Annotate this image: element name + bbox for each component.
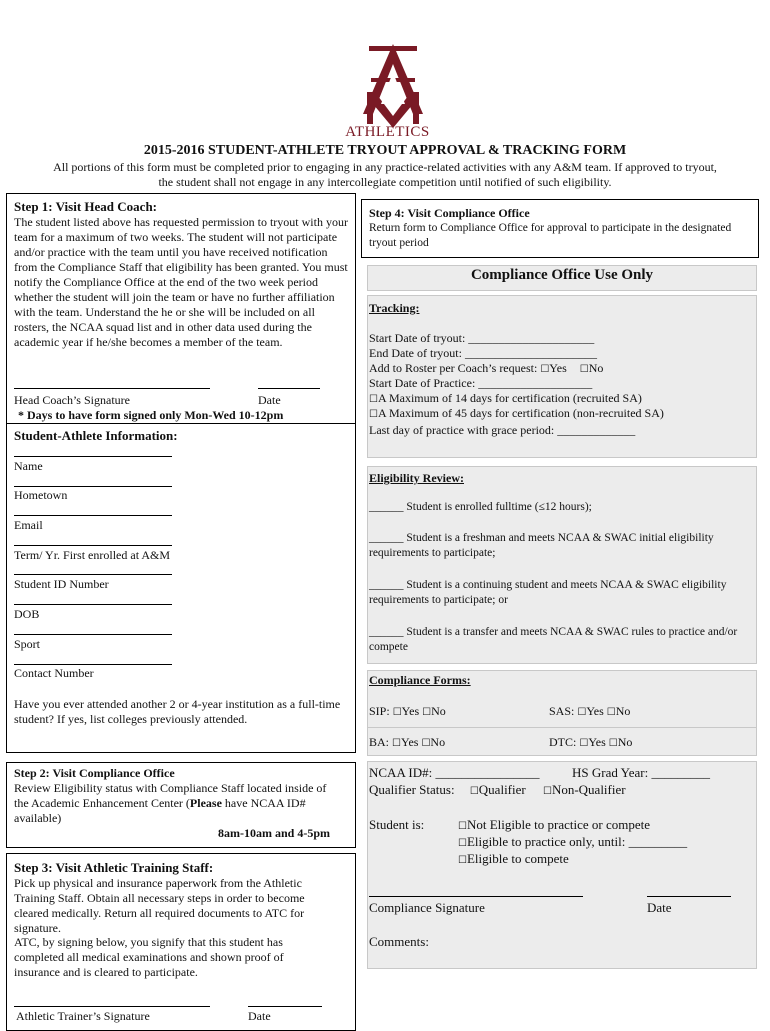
- roster-no-checkbox[interactable]: ☐: [579, 364, 589, 375]
- eligibility-label: Eligibility Review:: [369, 471, 464, 485]
- student-is-label: Student is:: [369, 817, 425, 832]
- email-label: Email: [14, 518, 43, 532]
- dob-label: DOB: [14, 607, 40, 621]
- student-id-line[interactable]: [14, 574, 172, 575]
- sip-yes-checkbox[interactable]: ☐: [392, 707, 402, 718]
- not-eligible-label: Not Eligible to practice or compete: [466, 817, 650, 832]
- email-line[interactable]: [14, 515, 172, 516]
- prior-institution-question: Have you ever attended another 2 or 4-year institution as a full-time student? If yes, list colleges previously attended.: [14, 697, 341, 726]
- dtc-no-label: No: [617, 735, 633, 749]
- term-line[interactable]: [14, 545, 172, 546]
- step3-body1: Pick up physical and insurance paperwork from the Athletic Training Staff. Obtain all necessary steps in order to become cleared medically. Return all required documents to ATC for signature.: [14, 876, 305, 935]
- step2-body-bold: Please: [189, 796, 222, 810]
- student-info-heading: Student-Athlete Information:: [14, 428, 178, 443]
- form-subtitle: All portions of this form must be completed prior to engaging in any practice-related activities with any A&M team. If approved to tryout, the student shall not engage in any intercollegiate competition until notified of such eligibility.: [53, 160, 717, 189]
- end-date-field[interactable]: End Date of tryout: ______________________: [369, 346, 597, 360]
- max45-row: [369, 406, 664, 422]
- step1-body: The student listed above has requested permission to tryout with your team for a maximum of two weeks. The student will not participate and/or practice with the team until you have received notification from the Compliance Staff that eligibility has been granted. You must notify the Compliance Office at the end of the two week period whether the student will join the team or have no further affiliation with the team. Understand the he or she will be included on all rosters, the NCAA squad list and in other data used during the academic year if he/she becomes a member of the team.: [14, 215, 348, 349]
- ncaa-id-field[interactable]: NCAA ID#: ________________: [369, 765, 540, 780]
- eligible-practice-checkbox[interactable]: ☐: [458, 838, 467, 849]
- contact-line[interactable]: [14, 664, 172, 665]
- step2-body: [14, 781, 344, 826]
- roster-no-label: No: [588, 361, 604, 375]
- max14-label: A Maximum of 14 days for certification (recruited SA): [377, 391, 642, 405]
- step2-heading: Step 2: Visit Compliance Office: [14, 766, 175, 780]
- step4-body: Return form to Compliance Office for approval to participate in the designated tryout period: [369, 222, 732, 249]
- roster-label: Add to Roster per Coach’s request:: [369, 361, 538, 375]
- non-qualifier-label: Non-Qualifier: [551, 782, 626, 797]
- sas-yes-label: Yes: [586, 704, 604, 718]
- comments-label: Comments:: [369, 934, 429, 949]
- dtc-yes-checkbox[interactable]: ☐: [579, 738, 589, 749]
- ba-no-checkbox[interactable]: ☐: [421, 738, 431, 749]
- sip-no-label: No: [431, 704, 446, 718]
- non-qualifier-checkbox[interactable]: ☐: [542, 786, 552, 797]
- max14-row: [369, 391, 642, 407]
- forms-divider: [367, 727, 757, 728]
- qualifier-checkbox[interactable]: ☐: [469, 786, 479, 797]
- ba-row: [369, 735, 445, 751]
- tracking-label: Tracking:: [369, 301, 420, 315]
- sport-label: Sport: [14, 637, 41, 651]
- sip-row: [369, 704, 446, 720]
- compliance-date-label: Date: [647, 900, 672, 915]
- eligibility-item-2[interactable]: ______ Student is a freshman and meets NCAA & SWAC initial eligibility requirements to participate;: [369, 532, 714, 559]
- step1-note: * Days to have form signed only Mon-Wed 10-12pm: [18, 408, 284, 422]
- sip-label: SIP:: [369, 704, 390, 718]
- roster-row: [369, 361, 603, 377]
- roster-yes-checkbox[interactable]: ☐: [540, 364, 550, 375]
- ba-yes-label: Yes: [400, 735, 419, 749]
- last-day-field[interactable]: Last day of practice with grace period: _____________: [369, 423, 636, 437]
- qualifier-row: [369, 782, 626, 798]
- compliance-date-line[interactable]: [647, 896, 731, 897]
- name-label: Name: [14, 459, 43, 473]
- sas-label: SAS:: [549, 704, 575, 718]
- step1-divider: [6, 423, 356, 424]
- hometown-label: Hometown: [14, 488, 68, 502]
- dtc-row: [549, 735, 632, 751]
- hs-grad-field[interactable]: HS Grad Year: _________: [572, 765, 710, 780]
- eligibility-item-3[interactable]: ______ Student is a continuing student and meets NCAA & SWAC eligibility requirements to participate; or: [369, 579, 727, 606]
- not-eligible-checkbox[interactable]: ☐: [458, 821, 467, 832]
- not-eligible-option: [458, 817, 650, 833]
- step3-heading: Step 3: Visit Athletic Training Staff:: [14, 860, 214, 875]
- start-practice-field[interactable]: Start Date of Practice: ___________________: [369, 376, 593, 390]
- step2-body-pre: Review Eligibility status with Compliance Staff located inside of the Academic Enhancement Center (: [14, 781, 327, 810]
- sas-no-checkbox[interactable]: ☐: [606, 707, 616, 718]
- dtc-label: DTC:: [549, 735, 577, 749]
- sport-line[interactable]: [14, 634, 172, 635]
- eligible-compete-option: [458, 851, 569, 867]
- ba-label: BA:: [369, 735, 390, 749]
- sip-yes-label: Yes: [401, 704, 420, 718]
- dtc-yes-label: Yes: [588, 735, 606, 749]
- term-label: Term/ Yr. First enrolled at A&M: [14, 548, 171, 562]
- max45-checkbox[interactable]: ☐: [369, 409, 378, 420]
- step3-body2: ATC, by signing below, you signify that this student has completed all medical examinations and shown proof of insurance and is cleared to participate.: [14, 935, 284, 979]
- step2-body-post: have NCAA ID# available): [14, 796, 306, 825]
- compliance-heading: Compliance Office Use Only: [470, 267, 654, 283]
- trainer-signature-line[interactable]: [14, 1006, 210, 1007]
- name-line[interactable]: [14, 456, 172, 457]
- qualifier-status-label: Qualifier Status:: [369, 782, 455, 797]
- compliance-signature-label: Compliance Signature: [369, 900, 485, 915]
- sip-no-checkbox[interactable]: ☐: [422, 707, 432, 718]
- ba-yes-checkbox[interactable]: ☐: [392, 738, 401, 749]
- head-coach-signature-label: Head Coach’s Signature: [14, 393, 130, 407]
- eligibility-item-1[interactable]: ______ Student is enrolled fulltime (≤12 hours);: [369, 501, 592, 513]
- eligible-practice-label: Eligible to practice only, until: _________: [466, 834, 688, 849]
- sas-row: [549, 704, 630, 720]
- contact-label: Contact Number: [14, 666, 94, 680]
- logo-text: ATHLETICS: [345, 124, 430, 140]
- eligible-compete-checkbox[interactable]: ☐: [458, 855, 467, 866]
- dtc-no-checkbox[interactable]: ☐: [608, 738, 618, 749]
- ba-no-label: No: [430, 735, 446, 749]
- form-title: 2015-2016 STUDENT-ATHLETE TRYOUT APPROVAL & TRACKING FORM: [143, 143, 627, 158]
- trainer-signature-label: Athletic Trainer’s Signature: [16, 1009, 150, 1023]
- max14-checkbox[interactable]: ☐: [369, 394, 378, 405]
- sas-no-label: No: [615, 704, 631, 718]
- forms-label: Compliance Forms:: [369, 673, 471, 687]
- head-coach-signature-line[interactable]: [14, 388, 210, 389]
- hometown-line[interactable]: [14, 486, 172, 487]
- eligibility-item-4[interactable]: ______ Student is a transfer and meets NCAA & SWAC rules to practice and/or compete: [369, 626, 738, 653]
- roster-yes-label: Yes: [549, 361, 567, 375]
- dob-line[interactable]: [14, 604, 172, 605]
- head-coach-date-label: Date: [258, 393, 281, 407]
- head-coach-date-line[interactable]: [258, 388, 320, 389]
- compliance-signature-line[interactable]: [369, 896, 583, 897]
- step2-hours: 8am-10am and 4-5pm: [218, 826, 331, 840]
- step4-heading: Step 4: Visit Compliance Office: [369, 206, 530, 220]
- trainer-date-label: Date: [248, 1009, 271, 1023]
- max45-label: A Maximum of 45 days for certification (non-recruited SA): [377, 406, 664, 420]
- qualifier-label: Qualifier: [478, 782, 526, 797]
- eligible-compete-label: Eligible to compete: [466, 851, 569, 866]
- step1-heading: Step 1: Visit Head Coach:: [14, 199, 157, 214]
- sas-yes-checkbox[interactable]: ☐: [577, 707, 587, 718]
- start-date-field[interactable]: Start Date of tryout: _____________________: [369, 331, 595, 345]
- trainer-date-line[interactable]: [248, 1006, 322, 1007]
- eligible-practice-option: [458, 834, 687, 850]
- student-id-label: Student ID Number: [14, 577, 109, 591]
